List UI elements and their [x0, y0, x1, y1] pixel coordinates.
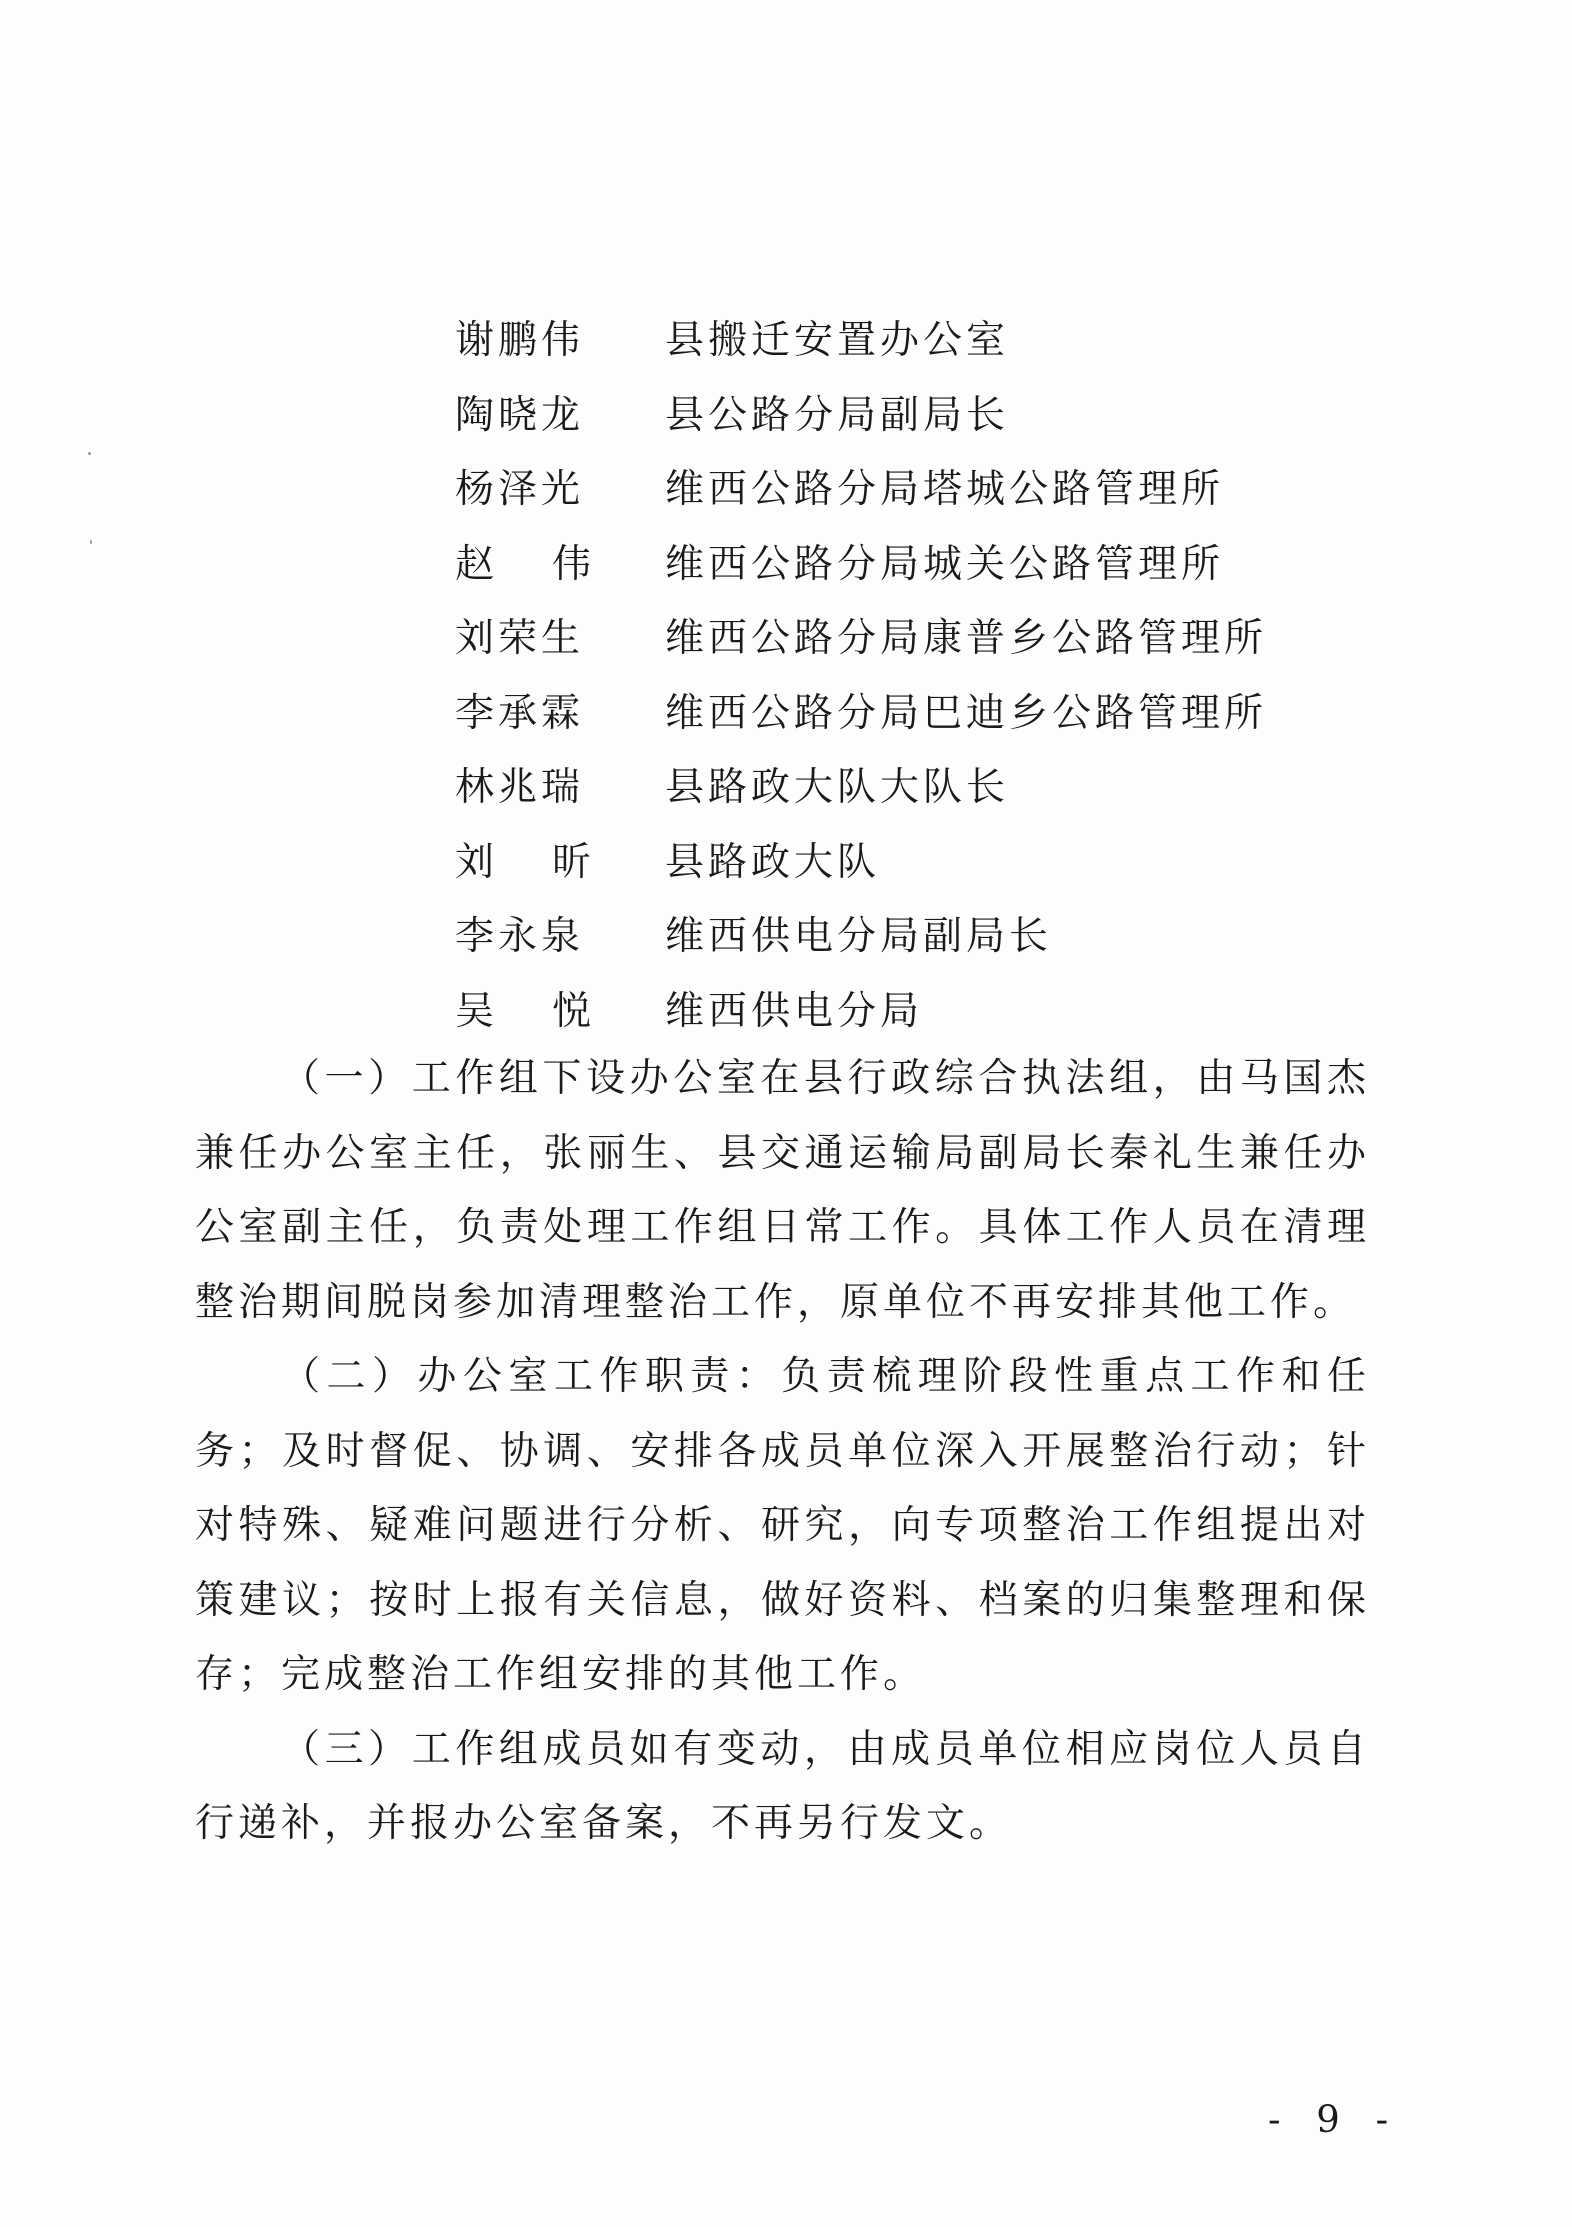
member-row [455, 598, 1355, 673]
member-unit: 县路政大队 [665, 839, 881, 885]
member-row [455, 673, 1355, 748]
member-row [455, 300, 1355, 375]
member-row [455, 747, 1355, 822]
member-unit: 维西公路分局城关公路管理所 [665, 541, 1225, 587]
member-unit: 县路政大队大队长 [665, 765, 1010, 811]
member-row [455, 822, 1355, 897]
paragraph-member-changes: （三）工作组成员如有变动，由成员单位相应岗位人员自行递补，并报办公室备案，不再另行发文。 [195, 1726, 1370, 1846]
member-row [455, 524, 1355, 599]
member-name: 刘昕 [455, 839, 650, 885]
member-name: 李永泉 [455, 914, 585, 960]
member-unit: 维西供电分局副局长 [665, 914, 1053, 960]
member-unit: 维西公路分局塔城公路管理所 [665, 467, 1225, 513]
member-unit: 维西供电分局 [665, 988, 924, 1034]
member-name: 刘荣生 [455, 616, 585, 662]
member-name: 杨泽光 [455, 467, 585, 513]
member-row [455, 971, 1355, 1046]
scan-speck [88, 452, 91, 455]
member-unit: 县公路分局副局长 [665, 392, 1010, 438]
member-unit: 维西公路分局巴迪乡公路管理所 [665, 690, 1268, 736]
member-name: 林兆瑞 [455, 765, 585, 811]
member-unit: 县搬迁安置办公室 [665, 318, 1010, 364]
paragraph-office-duties: （二）办公室工作职责：负责梳理阶段性重点工作和任务；及时督促、协调、安排各成员单位深入开展整治行动；针对特殊、疑难问题进行分析、研究，向专项整治工作组提出对策建议；按时上报有关信息，做好资料、档案的归集整理和保存；完成整治工作组安排的其他工作。 [195, 1354, 1370, 1697]
paragraph-office-setup: （一）工作组下设办公室在县行政综合执法组，由马国杰兼任办公室主任，张丽生、县交通运输局副局长秦礼生兼任办公室副主任，负责处理工作组日常工作。具体工作人员在清理整治期间脱岗参加清理整治工作，原单位不再安排其他工作。 [195, 1056, 1370, 1325]
member-list [455, 300, 1355, 1045]
scan-speck [90, 540, 92, 544]
member-name: 吴悦 [455, 988, 650, 1034]
member-row [455, 896, 1355, 971]
member-name: 赵伟 [455, 541, 650, 587]
body-text [195, 1042, 1370, 1862]
member-name: 陶晓龙 [455, 392, 585, 438]
member-name: 李承霖 [455, 690, 585, 736]
page-number: - 9 - [1268, 2098, 1401, 2141]
member-row [455, 375, 1355, 450]
member-row [455, 449, 1355, 524]
member-name: 谢鹏伟 [455, 318, 585, 364]
member-unit: 维西公路分局康普乡公路管理所 [665, 616, 1268, 662]
